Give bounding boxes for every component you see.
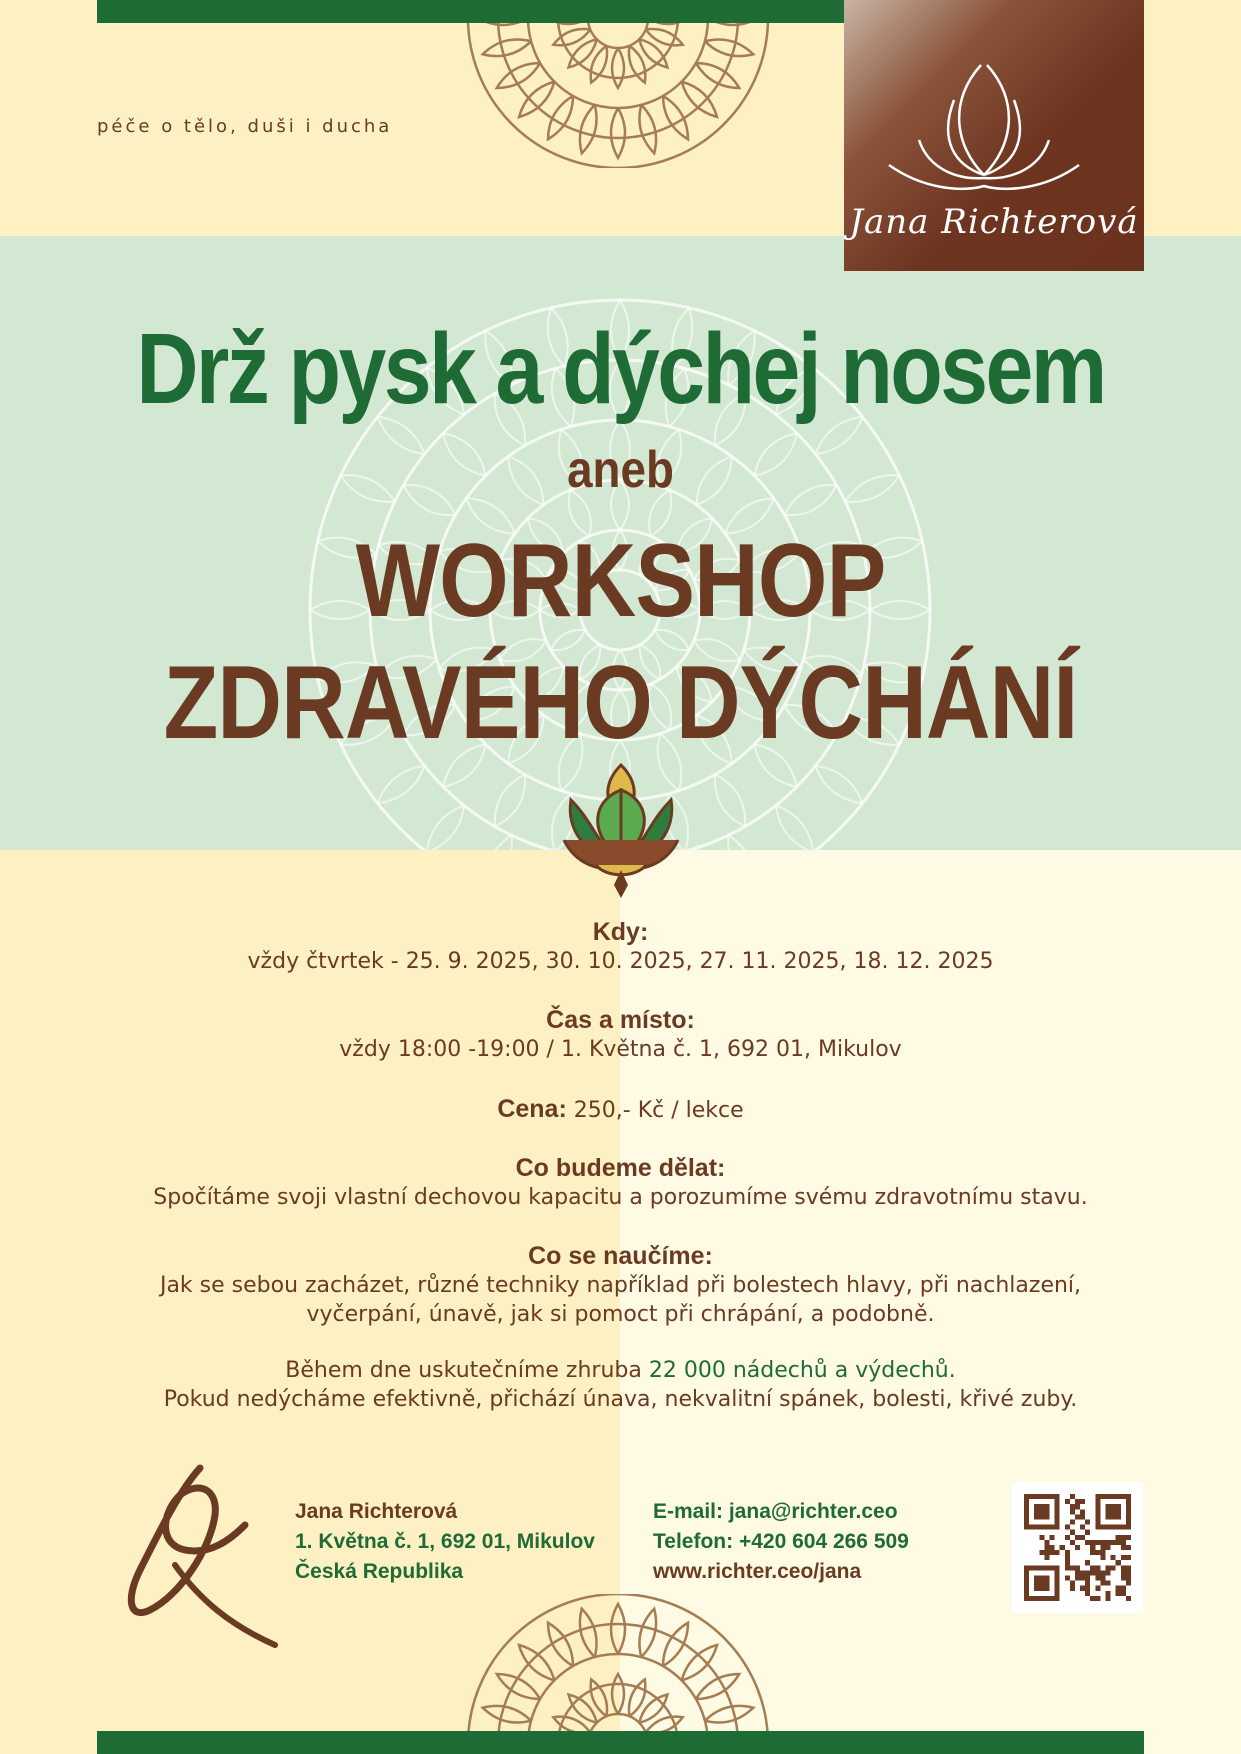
workshop-title-line1: WORKSHOP: [355, 523, 886, 639]
top-green-bar: [97, 0, 844, 23]
fact-highlight: 22 000 nádechů a výdechů.: [648, 1358, 956, 1383]
learn-section: [0, 1242, 1241, 1329]
learn-line1: Jak se sebou zacházet, různé techniky například při bolestech hlavy, při nachlazení,: [159, 1273, 1082, 1298]
fact-section: [0, 1356, 1241, 1414]
phone-label: Telefon:: [653, 1530, 734, 1553]
contact-name: Jana Richterová: [295, 1500, 458, 1523]
fact-prefix: Během dne uskutečníme zhruba: [285, 1358, 649, 1383]
connector-text: aneb: [567, 441, 674, 499]
time-place-label: Čas a místo:: [546, 1006, 695, 1034]
learn-label: Co se naučíme:: [528, 1242, 713, 1270]
activity-section: [0, 1154, 1241, 1212]
contact-address: [295, 1497, 595, 1587]
logo-name: Jana Richterová: [849, 202, 1139, 242]
time-place-value: vždy 18:00 -19:00 / 1. Května č. 1, 692 01, Mikulov: [339, 1037, 902, 1062]
when-value: vždy čtvrtek - 25. 9. 2025, 30. 10. 2025, 27. 11. 2025, 18. 12. 2025: [247, 949, 994, 974]
lotus-ornament-icon: [556, 760, 686, 900]
signature-r-icon: [120, 1460, 280, 1650]
contact-channels: [653, 1497, 909, 1587]
time-place-section: [0, 1006, 1241, 1064]
brand-logo: [844, 0, 1144, 271]
price-label: Cena:: [497, 1095, 567, 1123]
contact-street: 1. Května č. 1, 692 01, Mikulov: [295, 1530, 595, 1553]
when-label: Kdy:: [592, 918, 649, 946]
website-link[interactable]: www.richter.ceo/jana: [653, 1560, 862, 1583]
learn-line2: vyčerpání, únavě, jak si pomoct při chrápání, a podobně.: [306, 1302, 935, 1327]
tagline: péče o tělo, duši i ducha: [97, 116, 393, 137]
contact-country: Česká Republika: [295, 1560, 464, 1583]
workshop-title-line2: ZDRAVÉHO DÝCHÁNÍ: [163, 645, 1078, 761]
mandala-bottom-icon: [458, 1594, 778, 1734]
email-label: E-mail:: [653, 1500, 724, 1523]
email-link[interactable]: jana@richter.ceo: [723, 1500, 898, 1523]
mandala-top-icon: [458, 18, 778, 168]
headline: Drž pysk a dýchej nosem: [136, 313, 1105, 425]
activity-value: Spočítáme svoji vlastní dechovou kapacitu a porozumíme svému zdravotnímu stavu.: [153, 1185, 1088, 1210]
price-value: 250,- Kč / lekce: [566, 1098, 744, 1123]
qr-code[interactable]: [1012, 1482, 1143, 1613]
price-section: [0, 1095, 1241, 1125]
when-section: [0, 918, 1241, 976]
phone-value: +420 604 266 509: [733, 1530, 909, 1553]
activity-label: Co budeme dělat:: [515, 1154, 726, 1182]
fact-line2: Pokud nedýcháme efektivně, přichází únava, nekvalitní spánek, bolesti, křivé zuby.: [163, 1387, 1078, 1412]
qr-code-icon: [1024, 1494, 1131, 1601]
bottom-green-bar: [97, 1731, 1144, 1754]
